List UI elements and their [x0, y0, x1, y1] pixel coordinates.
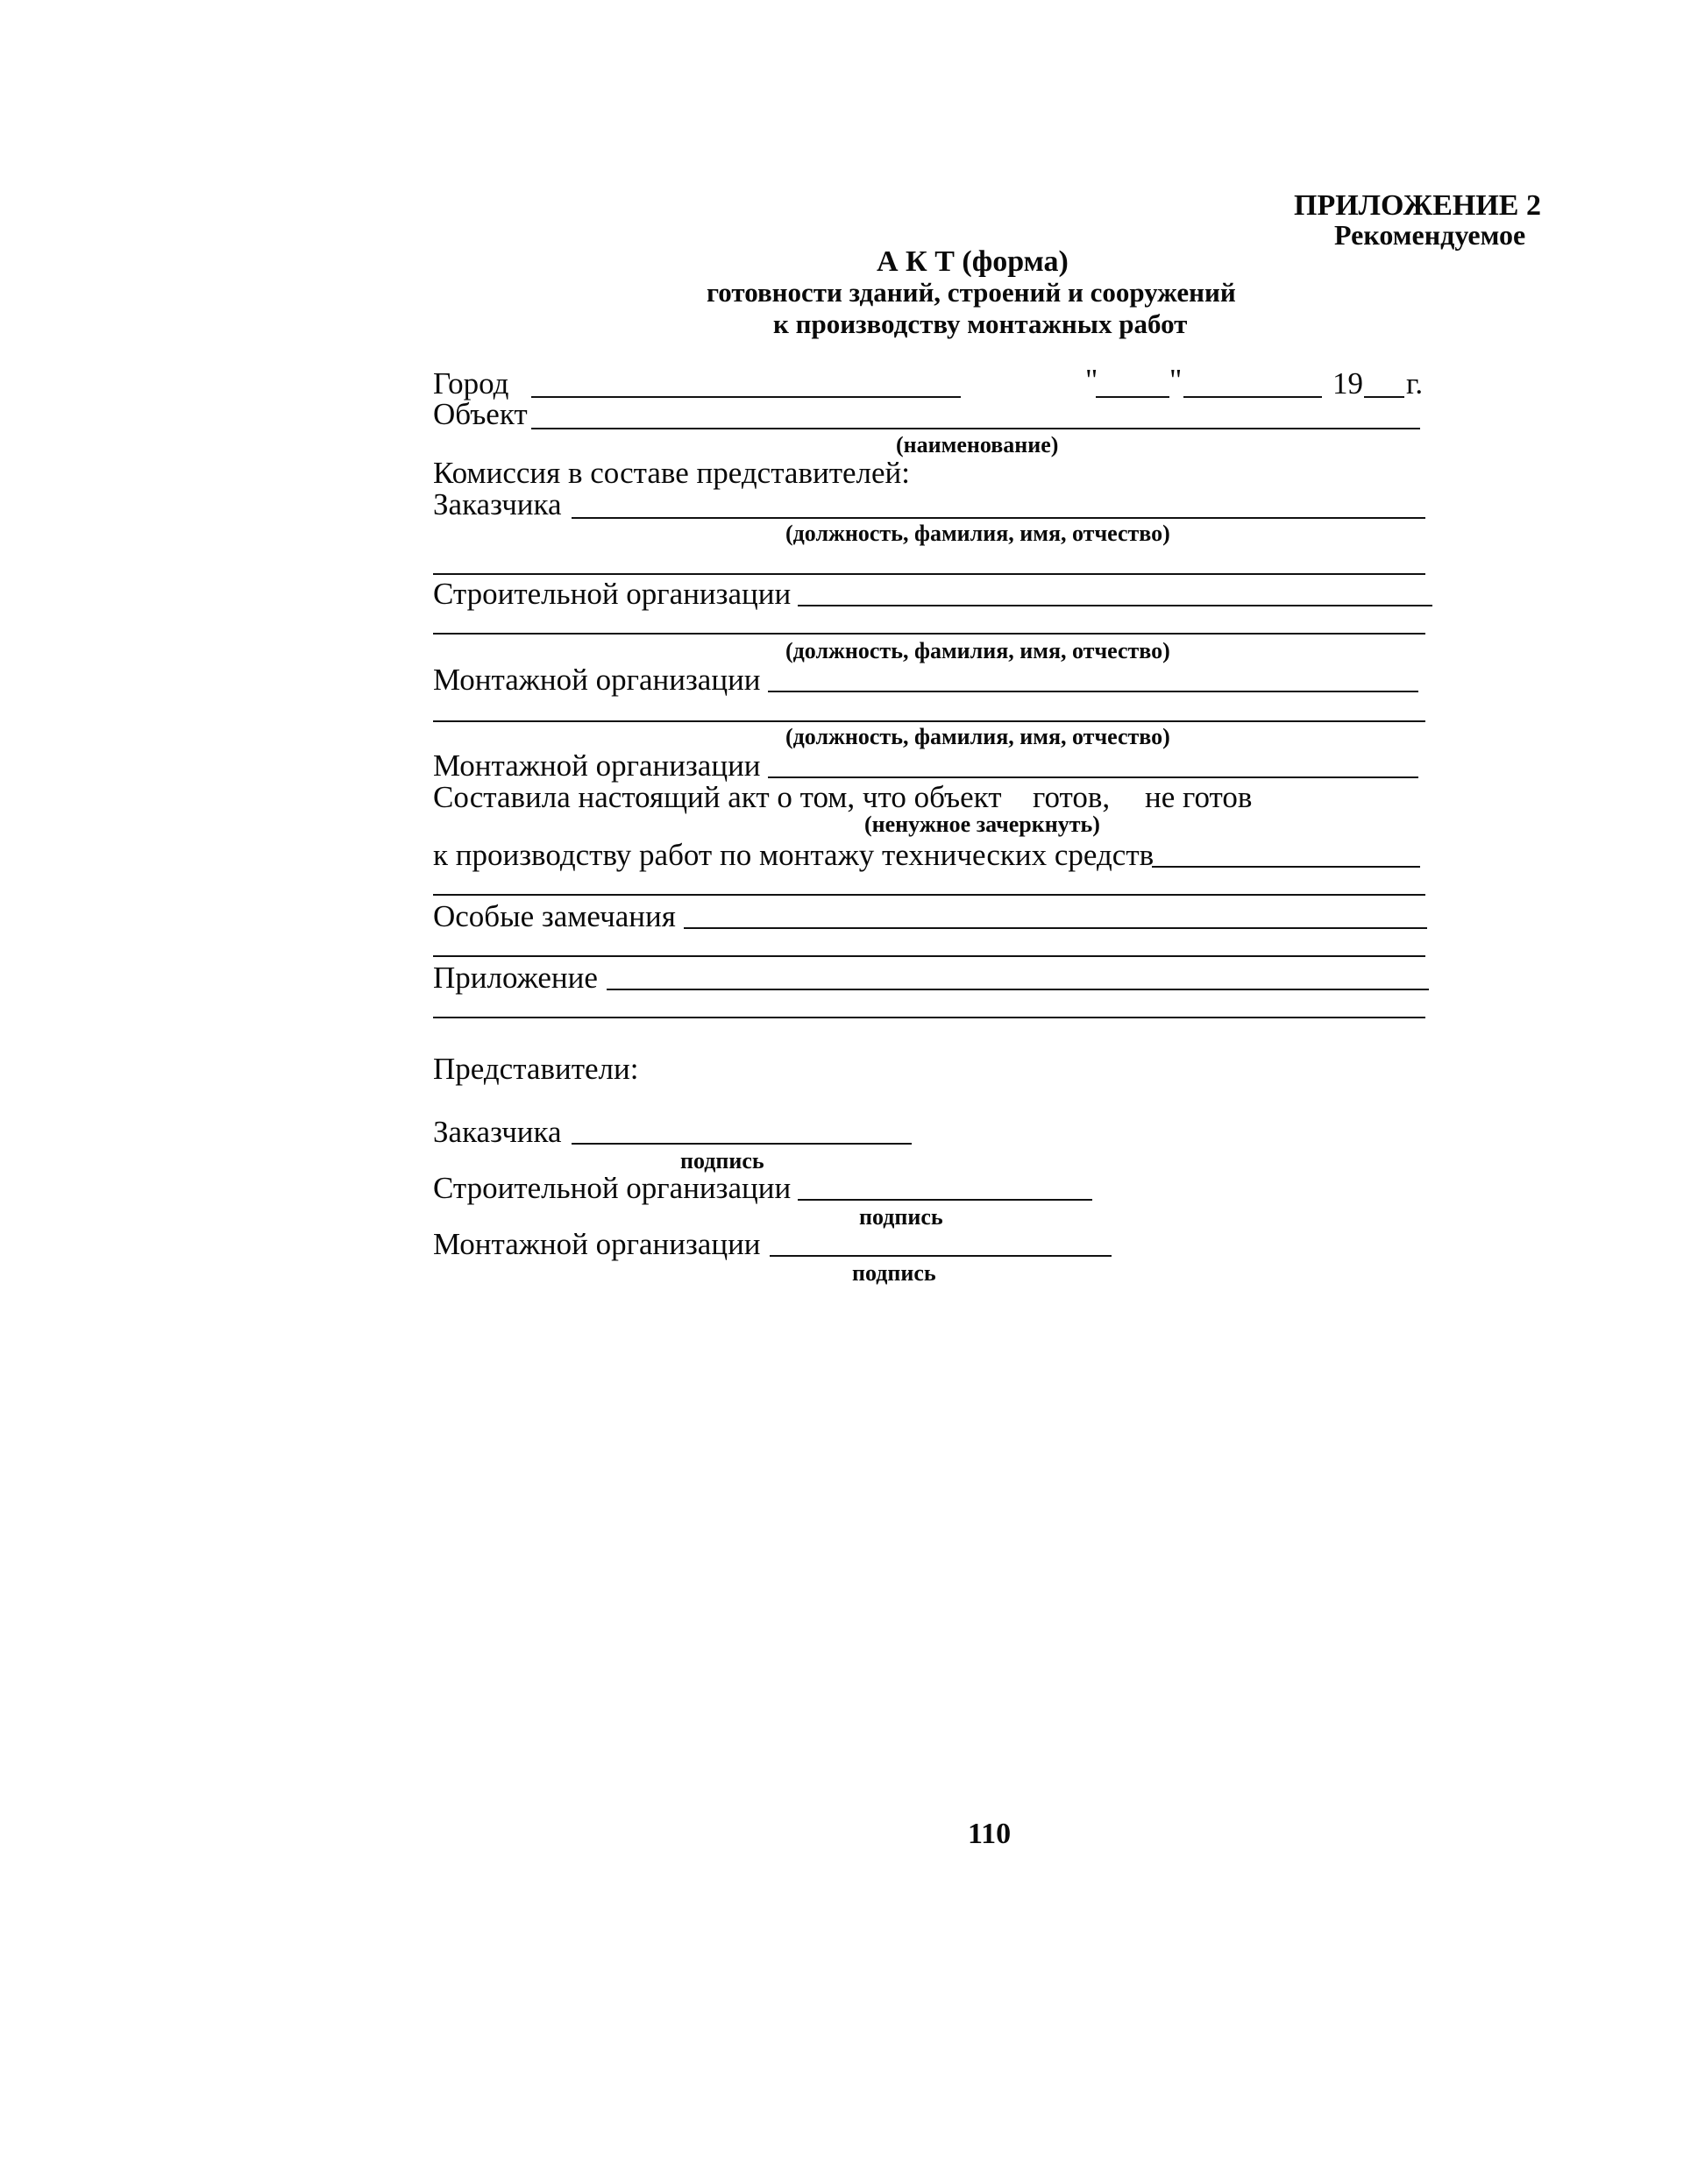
strike-hint: (ненужное зачеркнуть) [864, 812, 1100, 837]
date-year-field[interactable] [1364, 396, 1404, 398]
ready-option[interactable]: готов, [1033, 780, 1111, 814]
date-quote-open: " [1085, 363, 1098, 397]
representatives-heading: Представители: [433, 1052, 639, 1086]
appendix-label: ПРИЛОЖЕНИЕ 2 [1294, 189, 1541, 222]
document-subtitle-line1: готовности зданий, строений и сооружений [707, 277, 1236, 308]
sig-construction-label: Строительной организации [433, 1171, 792, 1205]
page-number: 110 [968, 1818, 1012, 1850]
object-hint: (наименование) [896, 432, 1059, 457]
sig-customer-label: Заказчика [433, 1115, 562, 1149]
mounting-org-field-1[interactable] [768, 691, 1418, 692]
mounting-org-hint: (должность, фамилия, имя, отчество) [785, 724, 1170, 749]
object-label: Объект [433, 397, 528, 431]
attachment-field[interactable] [607, 989, 1429, 990]
sig-customer-field[interactable] [572, 1143, 912, 1145]
document-title: А К Т (форма) [877, 245, 1069, 278]
construction-org-field-line2[interactable] [433, 633, 1425, 635]
construction-org-field[interactable] [798, 605, 1432, 606]
works-label: к производству работ по монтажу технических средств [433, 838, 1154, 872]
commission-label: Комиссия в составе представителей: [433, 456, 910, 490]
sig-construction-field[interactable] [798, 1199, 1092, 1201]
construction-org-hint: (должность, фамилия, имя, отчество) [785, 638, 1170, 663]
sig-mounting-field[interactable] [770, 1255, 1112, 1257]
sig-mounting-hint: подпись [852, 1260, 936, 1286]
mounting-org-field-2[interactable] [768, 776, 1418, 778]
date-quote-close: " [1169, 363, 1183, 397]
date-year-suffix: г. [1406, 366, 1424, 401]
object-field[interactable] [531, 428, 1420, 429]
statement-text: Составила настоящий акт о том, что объект [433, 780, 1002, 814]
recommended-label: Рекомендуемое [1334, 219, 1526, 251]
works-field[interactable] [1152, 866, 1420, 868]
not-ready-option[interactable]: не готов [1145, 780, 1253, 814]
remarks-field[interactable] [684, 927, 1427, 929]
date-day-field[interactable] [1096, 396, 1169, 398]
mounting-org-label-1: Монтажной организации [433, 663, 761, 697]
document-subtitle-line2: к производству монтажных работ [773, 308, 1188, 339]
sig-mounting-label: Монтажной организации [433, 1227, 761, 1261]
attachment-field-line2[interactable] [433, 1017, 1425, 1018]
sig-construction-hint: подпись [859, 1204, 943, 1230]
city-field[interactable] [531, 396, 961, 398]
works-field-line2[interactable] [433, 894, 1425, 896]
construction-org-label: Строительной организации [433, 577, 792, 611]
customer-label: Заказчика [433, 487, 562, 521]
attachment-label: Приложение [433, 961, 598, 995]
city-label: Город [433, 366, 509, 401]
sig-customer-hint: подпись [680, 1148, 764, 1174]
date-year-prefix: 19 [1332, 366, 1363, 401]
remarks-label: Особые замечания [433, 899, 676, 933]
mounting-org-field-1-line2[interactable] [433, 720, 1425, 722]
customer-hint: (должность, фамилия, имя, отчество) [785, 521, 1170, 546]
remarks-field-line2[interactable] [433, 955, 1425, 957]
customer-field[interactable] [572, 517, 1425, 519]
date-month-field[interactable] [1183, 396, 1322, 398]
mounting-org-label-2: Монтажной организации [433, 748, 761, 783]
customer-field-line2[interactable] [433, 573, 1425, 575]
